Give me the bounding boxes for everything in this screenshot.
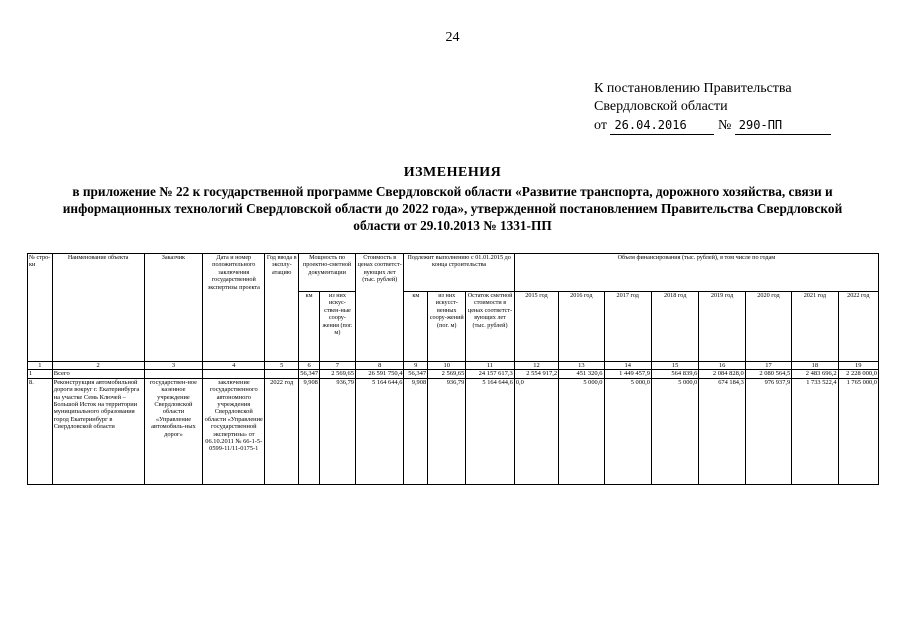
item-2015: 0,0 [514, 378, 558, 484]
header-name: Наименование объекта [52, 254, 144, 362]
total-cell [203, 370, 265, 378]
item-2020: 976 937,9 [745, 378, 791, 484]
column-number: 8 [355, 362, 403, 370]
header-financing: Объем финансирования (тыс. рублей), в том числе по годам [514, 254, 878, 292]
header-year-2020: 2020 год [745, 292, 791, 362]
total-2021: 2 483 696,2 [792, 370, 838, 378]
item-cost: 5 164 644,6 [355, 378, 403, 484]
column-number-row [28, 362, 879, 370]
column-number: 10 [428, 362, 466, 370]
header-year-2016: 2016 год [559, 292, 604, 362]
total-cell [265, 370, 299, 378]
total-2016: 451 320,6 [559, 370, 604, 378]
total-remaining-cost: 24 157 617,3 [466, 370, 514, 378]
total-remaining-artificial: 2 569,65 [428, 370, 466, 378]
page-number: 24 [445, 30, 460, 45]
column-number: 19 [838, 362, 878, 370]
item-row-no: 8. [28, 378, 53, 484]
column-number: 15 [651, 362, 698, 370]
total-2019: 2 084 828,0 [699, 370, 745, 378]
column-number: 11 [466, 362, 514, 370]
total-capacity-km: 56,347 [300, 370, 319, 378]
annex-number-label: № [717, 118, 732, 133]
header-year-2017: 2017 год [604, 292, 651, 362]
item-2016: 5 000,0 [559, 378, 604, 484]
item-name: Реконструкция автомобильной дороги вокруг г. Екатеринбурга на участке Семь Ключей – Большой Исток на территории муниципального образования город Екатеринбург в Свердловской области [52, 378, 144, 484]
column-number: 14 [604, 362, 651, 370]
column-number: 6 [299, 362, 320, 370]
header-year-2021: 2021 год [792, 292, 838, 362]
annex-date: 26.04.2016 [610, 116, 714, 135]
total-remaining-km: 56,347 [404, 370, 428, 378]
item-row [28, 378, 879, 484]
item-capacity-km: 9,908 [299, 378, 320, 484]
header-remaining-km: км [404, 292, 428, 362]
total-cost: 26 591 750,4 [355, 370, 403, 378]
column-number: 12 [514, 362, 558, 370]
total-2020: 2 080 564,5 [745, 370, 791, 378]
annex-number: 290-ПП [735, 116, 831, 135]
header-customer: Заказчик [144, 254, 203, 362]
annex-line-2: Свердловской области [594, 99, 728, 114]
item-capacity-artificial: 936,79 [319, 378, 355, 484]
column-number: 2 [52, 362, 144, 370]
item-remaining-artificial: 936,79 [428, 378, 466, 484]
total-2018: 564 839,6 [651, 370, 698, 378]
total-row-no: 1 [28, 370, 53, 378]
header-capacity-km: км [299, 292, 320, 362]
annex-block [594, 80, 894, 135]
total-2022: 2 228 000,0 [838, 370, 878, 378]
item-2018: 5 000,0 [651, 378, 698, 484]
column-number: 7 [319, 362, 355, 370]
header-year-2018: 2018 год [651, 292, 698, 362]
item-year: 2022 год [265, 378, 299, 484]
column-number: 16 [699, 362, 745, 370]
total-capacity-artificial: 2 569,65 [319, 370, 355, 378]
header-year-2022: 2022 год [838, 292, 878, 362]
column-number: 4 [203, 362, 265, 370]
item-remaining-cost: 5 164 644,6 [466, 378, 514, 484]
header-remaining-cost: Остаток сметной стоимости в ценах соответст-вующих лет (тыс. рублей) [466, 292, 514, 362]
item-remaining-km: 9,908 [404, 378, 428, 484]
annex-date-line [594, 116, 894, 135]
column-number: 3 [144, 362, 203, 370]
annex-from-label: от [594, 118, 607, 133]
item-customer: государствен-ное казенное учреждение Свердловской области «Управление автомобиль-ных дорог» [144, 378, 203, 484]
item-2017: 5 000,0 [604, 378, 651, 484]
header-remaining-artificial: из них искусст-венных соору-жений (пог. м) [428, 292, 466, 362]
column-number: 13 [559, 362, 604, 370]
column-number: 9 [404, 362, 428, 370]
header-conclusion: Дата и номер положительного заключения государственной экспертизы проекта [203, 254, 265, 362]
item-2022: 1 765 000,0 [838, 378, 878, 484]
item-2021: 1 733 522,4 [792, 378, 838, 484]
header-cost: Стоимость в ценах соответст-вующих лет (тыс. рублей) [355, 254, 403, 362]
header-year-2015: 2015 год [514, 292, 558, 362]
header-year-2019: 2019 год [699, 292, 745, 362]
column-number: 17 [745, 362, 791, 370]
item-conclusion: заключение государственного автономного учреждения Свердловской области «Управление государственной экспертизы» от 06.10.2011 № 66-1-5-0599-11/11-0175-1 [203, 378, 265, 484]
column-number: 5 [265, 362, 299, 370]
header-remaining: Подлежит выполнению с 01.01.2015 до конца строительства [404, 254, 514, 292]
header-row-1 [28, 254, 879, 292]
total-row [28, 370, 879, 378]
changes-table [27, 253, 879, 485]
total-2017: 1 449 457,9 [604, 370, 651, 378]
document-title: ИЗМЕНЕНИЯ [403, 165, 502, 180]
annex-line-1: К постановлению Правительства [594, 81, 792, 96]
header-capacity-artificial: из них искус-ствен-ные соору-жения (пог. м) [319, 292, 355, 362]
total-cell [144, 370, 203, 378]
column-number: 18 [792, 362, 838, 370]
item-2019: 674 184,3 [699, 378, 745, 484]
header-row-no: № стро-ки [28, 254, 53, 362]
header-year: Год ввода в эксплу-атацию [265, 254, 299, 362]
header-capacity: Мощность по проектно-сметной документации [299, 254, 356, 292]
total-2015: 2 554 917,2 [514, 370, 558, 378]
document-subtitle: в приложение № 22 к государственной программе Свердловской области «Развитие транспорта, дорожного хозяйства, связи и информационных технологий Свердловской области до 2022 года», утвержденной постановлением Правительства Свердловской области от 29.10.2013 № 1331-ПП [62, 184, 843, 233]
column-number: 1 [28, 362, 53, 370]
total-label: Всего [52, 370, 144, 378]
